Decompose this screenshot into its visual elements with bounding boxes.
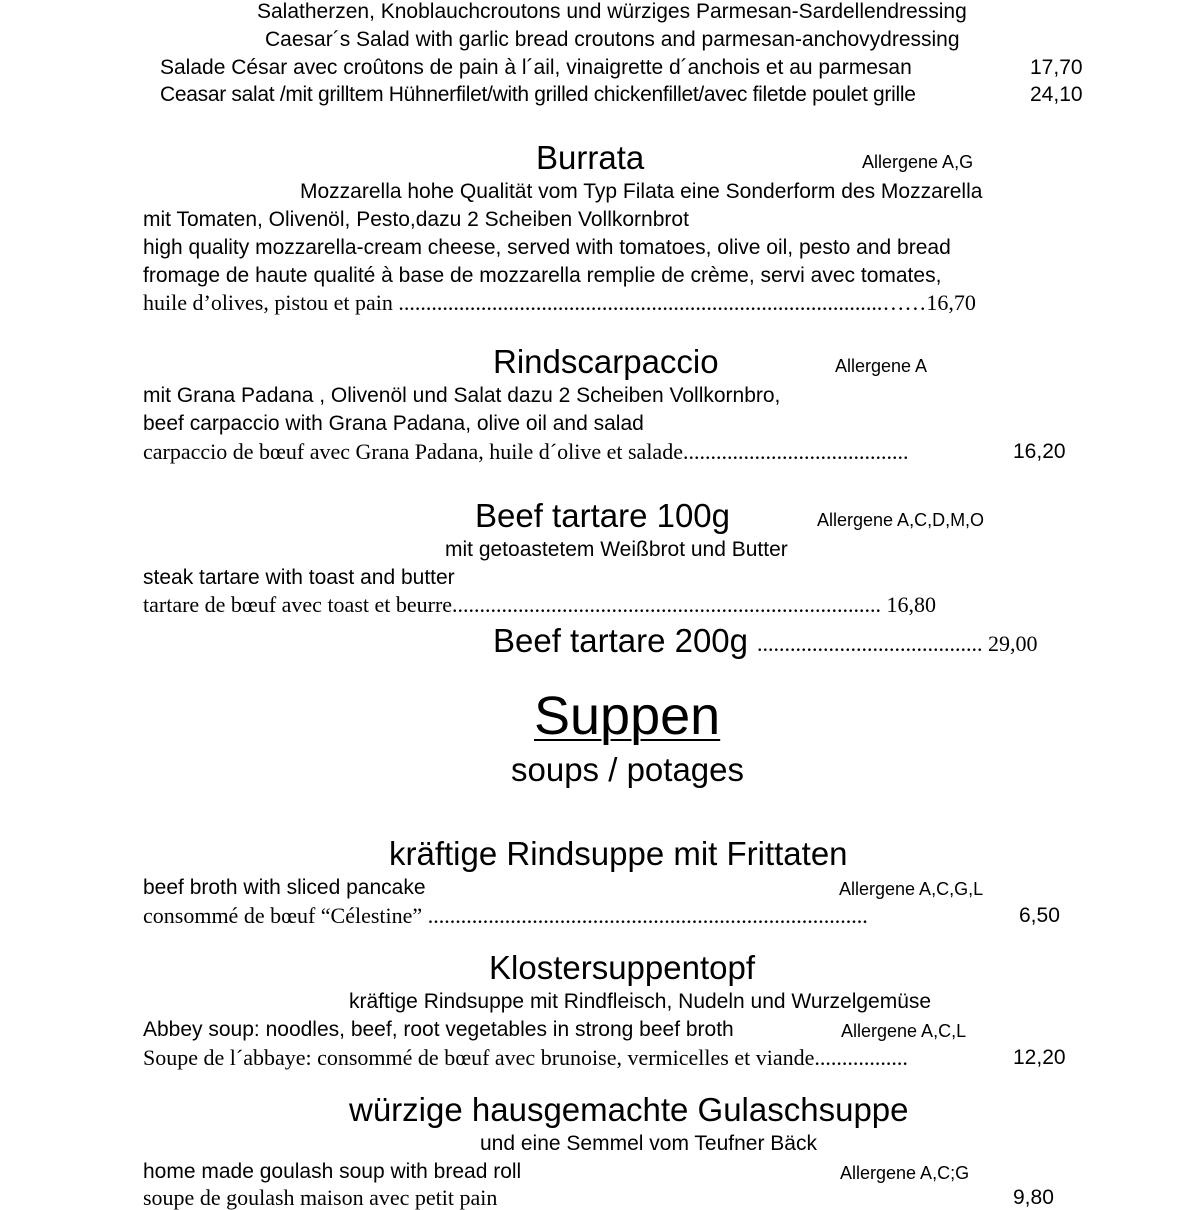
caesar-line-de: Salatherzen, Knoblauchcroutons und würziges Parmesan-Sardellendressing	[257, 0, 967, 23]
carpaccio-allergens: Allergene A	[835, 356, 928, 376]
kloster-price: 12,20	[1013, 1046, 1066, 1069]
tartare-line-en: steak tartare with toast and butter	[143, 566, 455, 589]
burrata-line-de: Mozzarella hohe Qualität vom Typ Filata eine Sonderform des Mozzarella	[300, 180, 983, 203]
rindsuppe-allergens: Allergene A,C,G,L	[839, 879, 984, 899]
caesar-line-fr: Salade César avec croûtons de pain à l´ail, vinaigrette d´anchois et au parmesan	[160, 56, 912, 79]
caesar-chicken-line: Ceasar salat /mit grilltem Hühnerfilet/with grilled chickenfillet/avec filetde poulet grille	[160, 83, 916, 106]
burrata-line-en: high quality mozzarella-cream cheese, served with tomatoes, olive oil, pesto and bread	[143, 236, 951, 259]
burrata-line-fr: fromage de haute qualité à base de mozzarella remplie de crème, servi avec tomates,	[143, 264, 942, 287]
kloster-title: Klostersuppentopf	[489, 949, 756, 986]
rindsuppe-line-en: beef broth with sliced pancake	[143, 876, 426, 899]
carpaccio-title: Rindscarpaccio	[493, 343, 719, 380]
tartare-200-title: Beef tartare 200g	[493, 622, 749, 659]
tartare-line-de: mit getoastetem Weißbrot und Butter	[445, 538, 788, 561]
rindsuppe-price: 6,50	[1019, 904, 1060, 927]
kloster-line-en: Abbey soup: noodles, beef, root vegetables in strong beef broth	[143, 1018, 734, 1041]
gulasch-line-en: home made goulash soup with bread roll	[143, 1160, 522, 1183]
gulasch-title: würzige hausgemachte Gulaschsuppe	[349, 1091, 909, 1128]
gulasch-line-de: und eine Semmel vom Teufner Bäck	[480, 1132, 817, 1155]
soups-subheading: soups / potages	[511, 751, 744, 788]
tartare-allergens: Allergene A,C,D,M,O	[817, 510, 985, 530]
gulasch-allergens: Allergene A,C;G	[840, 1163, 970, 1183]
caesar-price: 17,70	[1030, 56, 1083, 79]
carpaccio-line-fr: carpaccio de bœuf avec Grana Padana, huile d´olive et salade.........................................	[143, 439, 909, 464]
gulasch-price: 9,80	[1013, 1186, 1054, 1209]
kloster-allergens: Allergene A,C,L	[841, 1021, 967, 1041]
carpaccio-price: 16,20	[1013, 440, 1066, 463]
kloster-line-fr: Soupe de l´abbaye: consommé de bœuf avec brunoise, vermicelles et viande.................	[143, 1045, 908, 1070]
tartare-200-price: ......................................... 29,00	[757, 631, 1038, 656]
carpaccio-line-de: mit Grana Padana , Olivenöl und Salat dazu 2 Scheiben Vollkornbro,	[143, 384, 781, 407]
caesar-line-en: Caesar´s Salad with garlic bread croutons and parmesan-anchovydressing	[265, 28, 960, 51]
kloster-line-de: kräftige Rindsuppe mit Rindfleisch, Nudeln und Wurzelgemüse	[349, 990, 932, 1013]
rindsuppe-title: kräftige Rindsuppe mit Frittaten	[389, 835, 848, 872]
tartare-line-fr-price: tartare de bœuf avec toast et beurre.............................................................................. 16,80	[143, 592, 937, 617]
soups-heading: Suppen	[534, 686, 721, 746]
tartare-title: Beef tartare 100g	[475, 497, 731, 534]
burrata-title: Burrata	[536, 139, 645, 176]
burrata-line-fr-price: huile d’olives, pistou et pain ........................................................................................……16,70	[143, 290, 976, 315]
burrata-line-de-2: mit Tomaten, Olivenöl, Pesto,dazu 2 Scheiben Vollkornbrot	[143, 208, 689, 231]
gulasch-line-fr: soupe de goulash maison avec petit pain	[143, 1185, 498, 1210]
caesar-chicken-price: 24,10	[1030, 83, 1083, 106]
burrata-allergens: Allergene A,G	[862, 152, 974, 172]
rindsuppe-line-fr: consommé de bœuf “Célestine” ................................................................................	[143, 903, 868, 928]
carpaccio-line-en: beef carpaccio with Grana Padana, olive oil and salad	[143, 412, 644, 435]
